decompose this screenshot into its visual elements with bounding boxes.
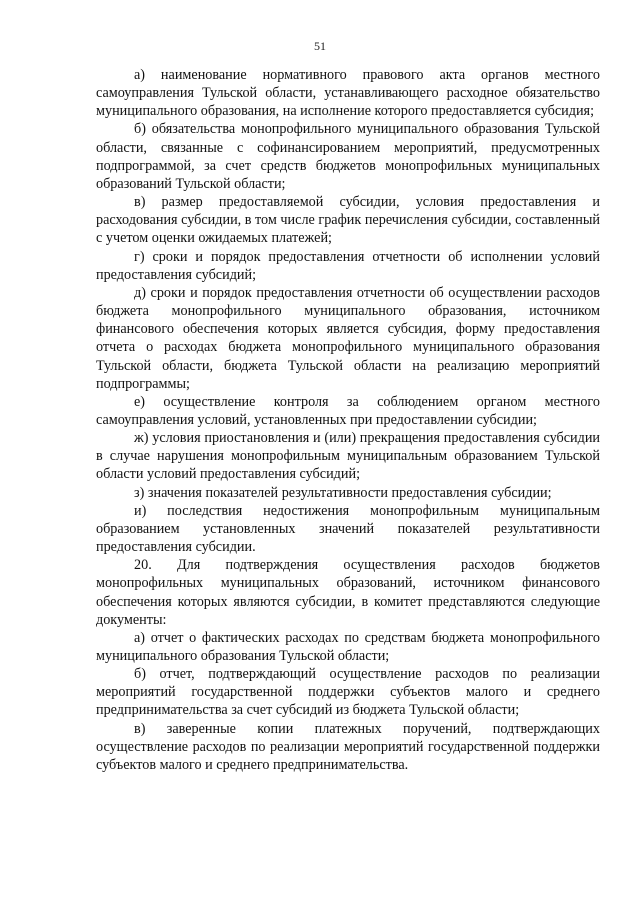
paragraph-20: 20. Для подтверждения осуществления расходов бюджетов монопрофильных муниципальных образований, источником финансового обеспечения которых являются субсидии, в комитет представляются следующие документы: xyxy=(96,557,600,628)
paragraph-zh: ж) условия приостановления и (или) прекращения предоставления субсидии в случае нарушения монопрофильным муниципальным образованием Тульской области условий предоставления субсидий; xyxy=(96,430,600,483)
page-number: 51 xyxy=(314,39,326,53)
paragraph-i: и) последствия недостижения монопрофильным муниципальным образованием установленных значений показателей результативности предоставления субсидии. xyxy=(96,502,600,556)
paragraph-20-v: в) заверенные копии платежных поручений, подтверждающих осуществление расходов по реализации мероприятий государственной поддержки субъектов малого и среднего предпринимательства. xyxy=(96,720,600,773)
paragraph-g: г) сроки и порядок предоставления отчетности об исполнении условий предоставления субсидий; xyxy=(96,248,600,283)
paragraph-20-b: б) отчет, подтверждающий осуществление расходов по реализации мероприятий государственной поддержки субъектов малого и среднего предпринимательства за счет субсидий из бюджета Тульской области; xyxy=(96,666,600,719)
paragraph-20-a: а) отчет о фактических расходах по средствам бюджета монопрофильного муниципального образования Тульской области; xyxy=(96,629,600,664)
paragraph-z: з) значения показателей результативности предоставления субсидии; xyxy=(134,484,552,501)
paragraph-v: в) размер предоставляемой субсидии, условия предоставления и расходования субсидии, в том числе график перечисления субсидии, составленный с учетом оценки ожидаемых платежей; xyxy=(96,194,600,247)
document-body xyxy=(96,66,600,774)
paragraph-b: б) обязательства монопрофильного муниципального образования Тульской области, связанные с софинансированием мероприятий, предусмотренных подпрограммой, за счет средств бюджетов монопрофильных муниципальных образований Тульской области; xyxy=(96,121,600,192)
paragraph-a: а) наименование нормативного правового акта органов местного самоуправления Тульской области, устанавливающего расходное обязательство муниципального образования, на исполнение которого предоставляется субсидия; xyxy=(96,67,600,120)
paragraph-d: д) сроки и порядок предоставления отчетности об осуществлении расходов бюджета монопрофильного муниципального образования, источником финансового обеспечения которых является субсидия, форму предоставления отчета о расходах бюджета монопрофильного муниципального образования Тульской области, бюджета Тульской области на реализацию мероприятий подпрограммы; xyxy=(96,284,600,392)
paragraph-e: е) осуществление контроля за соблюдением органом местного самоуправления условий, установленных при предоставлении субсидии; xyxy=(96,393,600,428)
